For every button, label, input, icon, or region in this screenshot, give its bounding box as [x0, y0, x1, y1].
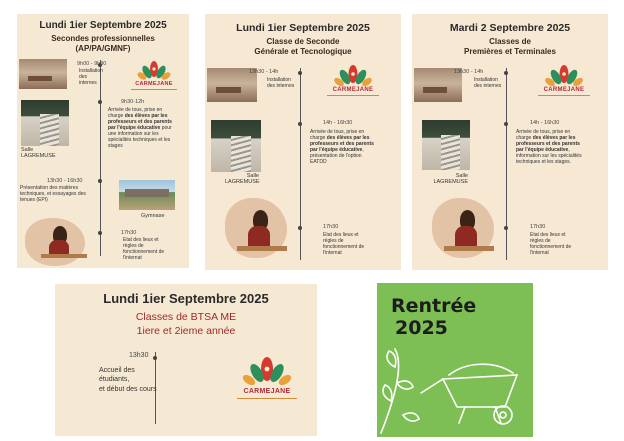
poster-seconde-gt	[205, 14, 401, 270]
gymnase-photo	[119, 180, 175, 210]
poster-secondes-pro	[17, 14, 189, 268]
timeline-dot	[504, 122, 508, 126]
carmejane-logo	[235, 356, 299, 400]
logo-wordmark: CARMEJANE	[135, 81, 173, 87]
lotus-icon	[129, 60, 179, 82]
event-time: 17h30	[121, 230, 137, 236]
photo-label-salle: Salle LAGREMUSE	[225, 173, 260, 186]
timeline-line	[300, 68, 301, 260]
poster-title: Lundi 1ier Septembre 2025	[103, 291, 269, 306]
event-text-rich: Arrivée de tous, prise en charge des élèves par les professeurs et des parents par l'équipe éducative, information sur les spécialités techniques et les stages.	[516, 129, 582, 165]
photo-label-salle: Salle LAGREMUSE	[433, 173, 468, 186]
salle-lagremuse-photo	[21, 100, 69, 146]
event-text: Installation des internes	[267, 77, 295, 89]
poster-subtitle-line2: Premières et Terminales	[464, 47, 556, 56]
timeline-dot	[504, 71, 508, 75]
poster-title: Lundi 1ier Septembre 2025	[39, 20, 167, 31]
poster-subtitle-line1: Classe de Seconde	[266, 37, 340, 46]
timeline-dot	[98, 179, 102, 183]
lotus-icon	[536, 64, 592, 88]
poster-title: Lundi 1ier Septembre 2025	[236, 22, 370, 34]
photo-label-gym: Gymnase	[141, 213, 165, 219]
timeline-dot	[98, 231, 102, 235]
logo-wordmark: CARMEJANE	[543, 87, 585, 93]
lotus-icon	[325, 64, 381, 88]
student-illustration	[31, 224, 91, 266]
event-text: Accueil des étudiants, et début des cours	[99, 367, 157, 393]
poster-subtitle-line1: Classes de BTSA ME	[135, 311, 237, 323]
rentree-title-line1: Rentrée	[391, 295, 477, 317]
event-text: Présentation des matières techniques, et essayages des tenues (EPI)	[20, 185, 86, 203]
event-time: 17h30	[323, 224, 339, 230]
poster-btsa	[55, 284, 317, 436]
timeline-line	[506, 68, 507, 260]
event-time: 9h00 - 9h30	[77, 61, 107, 67]
salle-lagremuse-photo	[422, 120, 470, 170]
timeline-dot	[298, 226, 302, 230]
timeline-line	[100, 60, 101, 256]
wheelbarrow-icon	[377, 283, 533, 437]
event-time: 14h - 16h30	[323, 120, 353, 126]
internat-room-photo	[19, 59, 67, 89]
event-time: 13h30 - 16h30	[47, 178, 83, 184]
event-time: 13h30	[129, 352, 149, 359]
student-illustration	[436, 206, 500, 258]
event-text-rich: Arrivée de tous, prise en charge des élèves par les professeurs et des parents par l'équipe éducative, présentation de l'option EATDD	[310, 129, 374, 165]
poster-subtitle-line2: 1iere et 2ieme année	[136, 325, 236, 337]
logo-underline	[538, 95, 590, 96]
poster-premieres-terminales	[412, 14, 608, 270]
timeline-dot	[504, 226, 508, 230]
student-illustration	[229, 206, 293, 258]
logo-underline	[327, 95, 379, 96]
poster-rentree-2025	[377, 283, 533, 437]
poster-subtitle-line2: (AP/PA/GMNF)	[75, 44, 131, 53]
lotus-icon	[235, 356, 299, 388]
logo-underline	[131, 89, 177, 90]
rentree-title-line2: 2025	[395, 317, 448, 339]
timeline-dot	[98, 100, 102, 104]
poster-subtitle-line2: Générale et Tecnologique	[254, 47, 352, 56]
logo-underline	[237, 398, 297, 399]
event-time: 17h30	[530, 224, 546, 230]
event-text: Installation des internes	[474, 77, 502, 89]
carmejane-logo	[536, 64, 592, 98]
carmejane-logo	[325, 64, 381, 98]
event-time: 13h30 - 14h	[454, 69, 484, 75]
poster-subtitle-line1: Classes de	[489, 37, 531, 46]
event-time: 14h - 16h30	[530, 120, 560, 126]
event-text: Installation des internes	[79, 68, 103, 86]
logo-wordmark: CARMEJANE	[332, 87, 374, 93]
event-time: 13h30 - 14h	[249, 69, 279, 75]
logo-wordmark: CARMEJANE	[243, 388, 291, 395]
event-text-rich: Arrivée de tous, prise en charge des élèves par les professeurs et des parents par l'équipe éducative pour une information sur les spécialités techniques et les stages	[108, 107, 172, 149]
timeline-dot	[298, 122, 302, 126]
timeline-dot	[298, 71, 302, 75]
event-text: Etat des lieux et règles de fonctionnement de l'internat	[323, 232, 365, 256]
event-text: Etat des lieux et règles de fonctionnement de l'internat	[530, 232, 572, 256]
event-text: Etat des lieux et règles de fonctionnement de l'internat	[123, 237, 165, 261]
timeline-dot	[153, 356, 157, 360]
salle-lagremuse-photo	[211, 120, 261, 172]
poster-subtitle-line1: Secondes professionnelles	[51, 34, 155, 43]
carmejane-logo	[129, 60, 179, 92]
event-time: 9h30-12h	[121, 99, 145, 105]
poster-title: Mardi 2 Septembre 2025	[449, 22, 571, 34]
photo-label-salle: Salle LAGREMUSE	[21, 147, 56, 160]
